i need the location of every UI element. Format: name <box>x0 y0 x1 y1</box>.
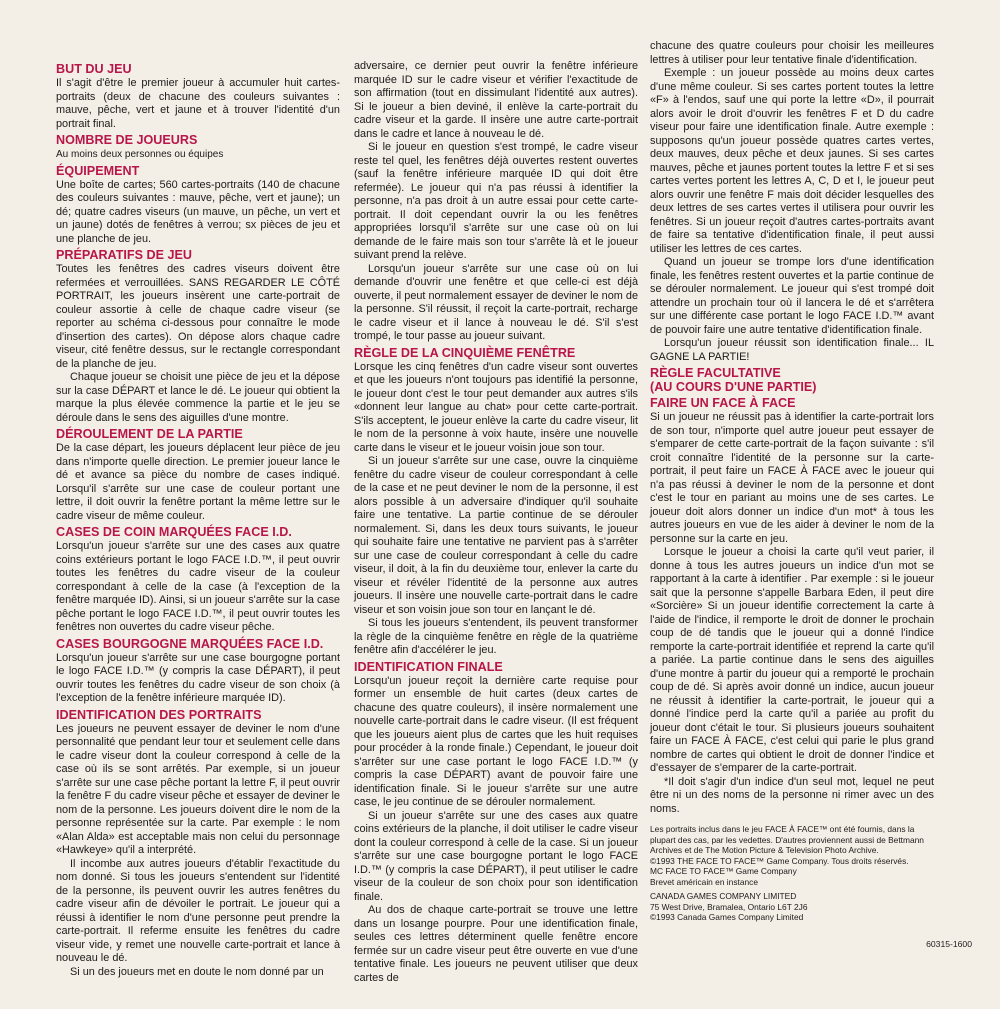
paragraph: Si tous les joueurs s'entendent, ils peuvent transformer la règle de la cinquième fenêtre en règle de la quatrième fenêtre afin d'accélérer le jeu. <box>354 617 638 656</box>
paragraph: Les joueurs ne peuvent essayer de deviner le nom d'une personnalité que pendant leur tour et seulement celle dans le cadre viseur dont la couleur correspond à celle de la case où ils se sont arrêtés. Par exemple, si un joueur s'arrête sur une case pêche portant la lettre F, il peut ouvrir la fenêtre F du cadre viseur pêche et essayer de deviner le nom de la personne. Les joueurs doivent dire le nom de la personne représentée sur la carte. Par exemple : le nom «Alan Alda» est acceptable mais non celui du personnage «Hawkeye» qu'il a interprété. <box>56 722 340 856</box>
paragraph: Au moins deux personnes ou équipes <box>56 149 224 160</box>
copyright-line: ©1993 THE FACE TO FACE™ Game Company. Tous droits réservés. <box>650 855 909 866</box>
paragraph: Si un des joueurs met en doute le nom donné par un <box>70 965 324 978</box>
trademark-line: MC FACE TO FACE™ Game Company <box>650 866 797 876</box>
paragraph: chacune des quatre couleurs pour choisir les meilleures lettres à utiliser pour leur tentative finale d'identification. <box>650 40 934 66</box>
heading-identification-finale: IDENTIFICATION FINALE <box>354 659 503 674</box>
paragraph: Exemple : un joueur possède au moins deux cartes d'une même couleur. Si ses cartes portent toutes la lettre «F» à l'endos, sauf une qui porte la lettre «D», il pourrait alors avoir le droit d'ouvrir les fenêtres F et D du cadre viseur pour faire une identification finale. Autre exemple : supposons qu'un joueur possède quatres cartes vertes, deux mauves, deux pêche et deux jaunes. Si ses cartes mauves, pêche et jaunes portent toutes la lettre F et si ses cartes vertes portent les lettres A, C, D et I, le joueur peut alors ouvrir une fenêtre F mais doit décider lesquelles des deux lettres de ses cartes vertes il utilisera pour ouvrir les fenêtres. Si un joueur reçoit d'autres cartes-portraits avant de faire sa tentative d'identification finale, il peut aussi utiliser les lettres de ces cartes. <box>650 67 934 255</box>
paragraph: Il s'agit d'être le premier joueur à accumuler huit cartes-portraits (deux de chacune des couleurs suivantes : mauve, pêche, vert et jaune et à trouver l'identité d'un portrait final. <box>56 77 340 130</box>
patent-line: Brevet américain en instance <box>650 876 758 887</box>
paragraph: De la case départ, les joueurs déplacent leur pièce de jeu dans n'importe quelle direction. Le premier joueur lance le dé et avance sa pièce du nombre de cases indiqué. Lorsqu'il s'arrête sur une case de couleur portant une lettre, il doit ouvrir la fenêtre portant la même lettre sur le cadre viseur de même couleur. <box>56 442 340 522</box>
heading-face-a-face: FAIRE UN FACE À FACE <box>650 396 796 410</box>
paragraph: Si un joueur s'arrête sur une case, ouvre la cinquième fenêtre du cadre viseur de couleur correspondant à celle de la case et ne peut deviner le nom de la personne, il est alors possible à un adversaire d'indiquer qu'il souhaite faire une tentative. La partie continue de se dérouler normalement. Si, dans les deux tours suivants, le joueur qui souhaite faire une tentative ne parvient pas à s'arrêter sur une case de couleur correspondant à celle du cadre viseur, il doit, à la fin du deuxième tour, enlever la carte du viseur et révéler l'identité de la personne aux autres joueurs. Il insère une nouvelle carte-portrait dans le cadre viseur et son voisin joue son tour en lançant le dé. <box>354 455 638 616</box>
paragraph: Une boîte de cartes; 560 cartes-portraits (140 de chacune des couleurs suivantes : mauve, pêche, vert et jaune); un dé; quatre cadres viseurs (un mauve, un pêche, un vert et un jaune) dotés de fenêtres à verrou; sx pièces de jeu et une planche de jeu. <box>56 178 340 245</box>
paragraph: Si le joueur en question s'est trompé, le cadre viseur reste tel quel, les fenêtres déjà ouvertes restent ouvertes (sauf la fenêtre inférieure marquée ID qui doit être refermée). Le joueur qui n'a pas réussi à identifier la personne, n'a pas droit à un autre essai pour cette carte-portrait. Il doit cependant ouvrir la ou les fenêtres appropriées lorsqu'il s'arrête sur une case où on lui demande de le faire mais son tour s'arrête là et le joueur suivant prend la relève. <box>354 141 638 261</box>
paragraph: Lorsqu'un joueur s'arrête sur une case où on lui demande d'ouvrir une fenêtre et que celle-ci est déjà ouverte, il peut normalement essayer de deviner le nom de la personne. S'il réussit, il reçoit la carte-portrait, recharge le cadre viseur et il lance à nouveau le dé. S'il s'est trompé, le tour passe au joueur suivant. <box>354 262 638 342</box>
paragraph: Si un joueur ne réussit pas à identifier la carte-portrait lors de son tour, n'importe quel autre joueur peut essayer de s'emparer de cette carte-portrait de la façon suivante : s'il croit connaître l'identité de la personne sur la carte-portrait, il peut faire un FACE À FACE avec le joueur qui n'a pas réussi à deviner le nom de la personne et dont c'est le tour en pariant au moins une de ses cartes. Le joueur doit alors donner un indice d'un mot* à tous les autres joueurs en vue de les aider à deviner le nom de la personne sur la carte en jeu. <box>650 411 934 545</box>
heading-au-cours-partie: (AU COURS D'UNE PARTIE) <box>650 380 817 394</box>
heading-preparatifs: PRÉPARATIFS DE JEU <box>56 248 192 262</box>
column-left <box>56 60 340 979</box>
footnote: *Il doit s'agir d'un indice d'un seul mot, lequel ne peut être ni un des noms de la personne ni rimer avec un des noms. <box>650 775 934 815</box>
credits-portraits: Les portraits inclus dans le jeu FACE À FACE™ ont été fournis, dans la plupart des cas, par les vedettes. D'autres proviennent aussi de Bettmann Archives et de The Motion Picture & Television Photo Archive. <box>650 824 924 855</box>
column-middle <box>354 60 638 985</box>
paragraph: Si un joueur s'arrête sur une des cases aux quatre coins extérieurs de la planche, il doit utiliser le cadre viseur dont la couleur correspond à celle de la case. Si un joueur s'arrête sur une case bourgogne portant le logo FACE I.D.™ (y compris la case DÉPART), il peut utiliser le cadre viseur de la couleur de son choix pour son identification finale. <box>354 809 638 903</box>
paragraph: Il incombe aux autres joueurs d'établir l'exactitude du nom donné. Si tous les joueurs s'entendent sur l'identité de la personne, ils peuvent ouvrir les autres fenêtres du cadre viseur afin de dévoiler le portrait. Le joueur qui a réussi à identifier le nom d'une personne peut prendre la carte-portrait. Il referme ensuite les fenêtres du cadre viseur vide, y remet une nouvelle carte-portrait et lance à nouveau le dé. <box>56 857 340 964</box>
paragraph: Chaque joueur se choisit une pièce de jeu et la dépose sur la case DÉPART et lance le dé. Le joueur qui obtient la marque la plus élevée commence la partie et le jeu se déroule dans le sens des aiguilles d'une montre. <box>56 371 340 424</box>
paragraph: Lorsqu'un joueur s'arrête sur une case bourgogne portant le logo FACE I.D.™ (y compris la case DÉPART), il peut ouvrir toutes les fenêtres du cadre viseur de son choix (à l'exception de la fenêtre inférieure marquée ID). <box>56 651 340 704</box>
product-code: 60315-1600 <box>926 939 972 949</box>
company-copyright: ©1993 Canada Games Company Limited <box>650 912 804 922</box>
paragraph: Toutes les fenêtres des cadres viseurs doivent être refermées et verrouillées. SANS REGARDER LE CÔTÉ PORTRAIT, les joueurs insèrent une carte-portrait de couleur assortie à celle de chaque cadre viseur (se reporter au schéma ci-dessous pour connaître le mode d'insertion des cartes). On dépose alors chaque cadre viseur, cité fenêtre dessus, sur le rectangle correspondant de la planche de jeu. <box>56 263 340 370</box>
heading-deroulement: DÉROULEMENT DE LA PARTIE <box>56 427 243 441</box>
paragraph: Quand un joueur se trompe lors d'une identification finale, les fenêtres restent ouvertes et la partie continue de se dérouler normalement. Le joueur qui s'est trompé doit attendre un prochain tour où il lancera le dé et s'arrêtera sur une différente case portant le logo FACE I.D.™ avant de pouvoir faire une autre tentative d'identification finale. <box>650 256 934 336</box>
company-name: CANADA GAMES COMPANY LIMITED <box>650 891 797 901</box>
heading-equipement: ÉQUIPEMENT <box>56 163 140 178</box>
paragraph: Lorsqu'un joueur reçoit la dernière carte requise pour former un ensemble de huit cartes (deux cartes de chacune des quatre couleurs), il insère normalement une nouvelle carte-portrait dans le cadre viseur. (Il est fréquent que les joueurs aient plus de cartes que les huit requises pour procéder à la ronde finale.) Cependant, le joueur doit s'arrêter sur une case portant le logo FACE I.D.™ (y compris la case DÉPART) avant de pouvoir faire une identification finale. Si le joueur s'arrête sur une autre case, le jeu continue de se dérouler normalement. <box>354 674 638 808</box>
heading-but-du-jeu: BUT DU JEU <box>56 62 132 76</box>
paragraph: Au dos de chaque carte-portrait se trouve une lettre dans un losange pourpre. Pour une identification finale, seules ces lettres déterminent quelle fenêtre encore fermée sur un cadre viseur peut être ouverte en vue d'une tentative finale. Les joueurs ne peuvent utiliser que deux cartes de <box>354 904 638 984</box>
column-right <box>650 40 934 923</box>
paragraph: Lorsque le joueur a choisi la carte qu'il veut parier, il donne à tous les autres joueurs un indice d'un mot se rapportant à la carte à identifier . Par exemple : si le joueur sait que la personne s'appelle Barbara Eden, il peut dire «Sorcière» Si un joueur identifie correctement la carte à l'aide de l'indice, il remporte le droit de donner le prochain coup de dé tandis que le joueur qui a donné l'indice remporte la carte-portrait identifiée et reprend la carte qu'il a pariée. La partie continue dans le sens des aiguilles d'une montre à partir du joueur qui a remporté le prochain coup de dé. Si après avoir donné un indice, aucun joueur ne réussit à identifier la carte-portrait, le joueur qui a donné l'indice perd la carte qu'il a pariée au profit du joueur dont c'était le tour. Si plusieurs joueurs souhaitent faire un FACE À FACE, c'est celui qui parie le plus grand nombre de cartes qui obtient le droit de donner l'indice et d'essayer de s'emparer de la carte-portrait. <box>650 546 934 774</box>
paragraph: Lorsque les cinq fenêtres d'un cadre viseur sont ouvertes et que les joueurs n'ont toujours pas identifié la personne, le joueur dont c'est le tour peut demander aux autres s'ils «donnent leur langue au chat» pour cette carte-portrait. S'ils acceptent, le joueur enlève la carte du cadre viseur, lit le nom de la personne à voix haute, insère une nouvelle carte dans le viseur et le joueur voisin joue son tour. <box>354 360 638 454</box>
paragraph: adversaire, ce dernier peut ouvrir la fenêtre inférieure marquée ID sur le cadre viseur et vérifier l'exactitude de son affirmation (tout en dissimulant l'identité aux autres). Si le joueur a bien deviné, il enlève la carte-portrait du cadre viseur et la garde. Il insère une autre carte-portrait dans le cadre et lance à nouveau le dé. <box>354 60 638 140</box>
paragraph: Lorsqu'un joueur réussit son identification finale... IL GAGNE LA PARTIE! <box>650 337 934 363</box>
credits <box>650 824 934 923</box>
company-address: 75 West Drive, Bramalea, Ontario L6T 2J6 <box>650 901 808 912</box>
heading-cinquieme-fenetre: RÈGLE DE LA CINQUIÈME FENÊTRE <box>354 345 576 360</box>
heading-regle-facultative: RÈGLE FACULTATIVE <box>650 366 781 380</box>
heading-cases-bourgogne: CASES BOURGOGNE MARQUÉES FACE I.D. <box>56 636 324 651</box>
paragraph: Lorsqu'un joueur s'arrête sur une des cases aux quatre coins extérieurs portant le logo FACE I.D.™, il peut ouvrir toutes les fenêtres du cadre viseur de la couleur correspondant à celle de la case (à l'exception de la fenêtre marquée ID). Ainsi, si un joueur s'arrête sur la case pêche portant le logo FACE I.D.™, il peut ouvrir toutes les fenêtres non ouvertes du cadre viseur pêche. <box>56 540 340 633</box>
heading-nombre-de-joueurs: NOMBRE DE JOUEURS <box>56 133 198 147</box>
heading-identification-portraits: IDENTIFICATION DES PORTRAITS <box>56 707 262 722</box>
heading-cases-de-coin: CASES DE COIN MARQUÉES FACE I.D. <box>56 525 292 539</box>
